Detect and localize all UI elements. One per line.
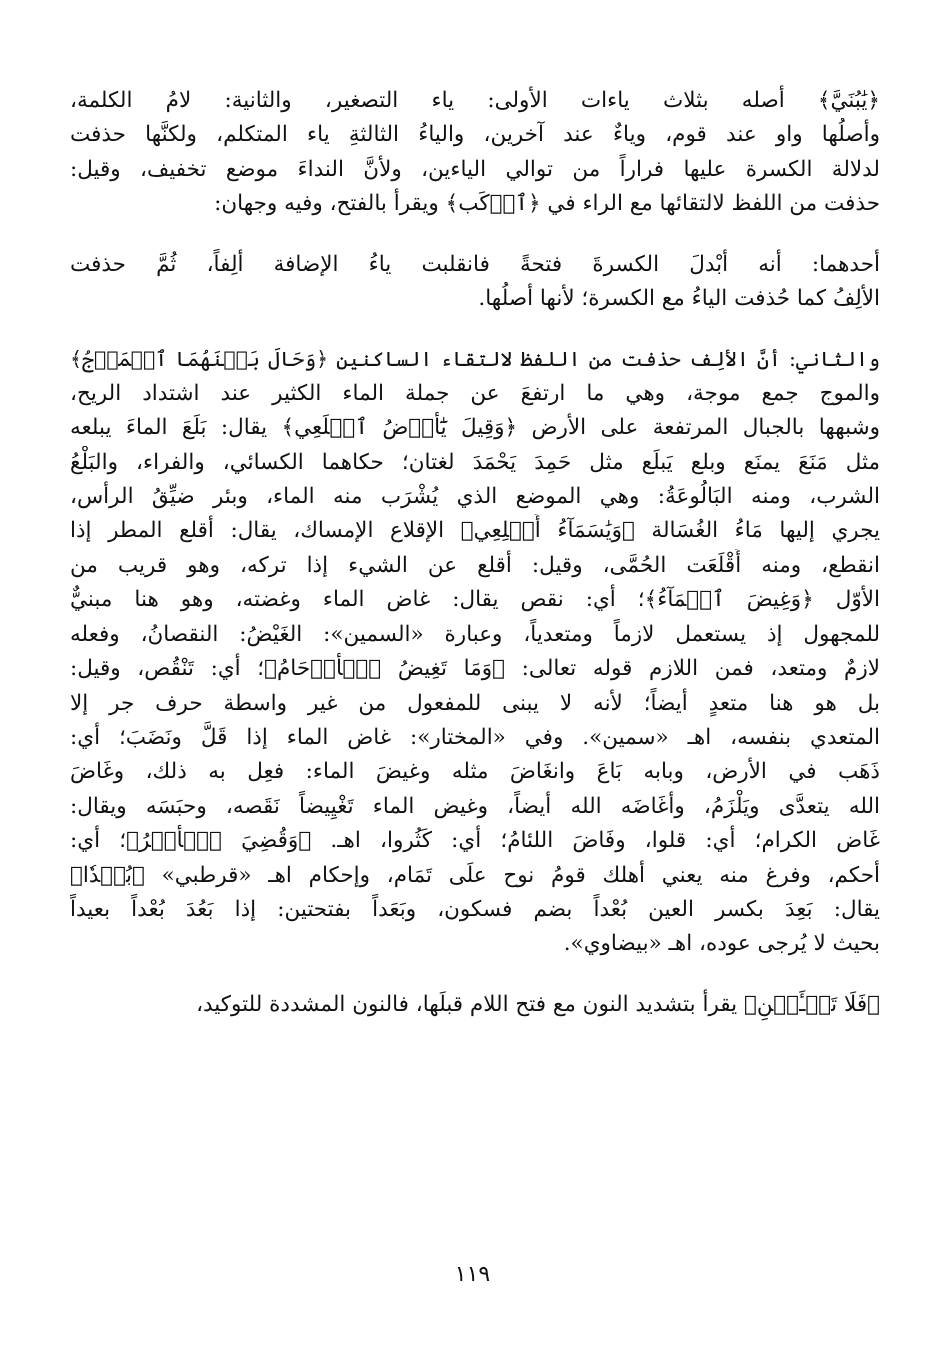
text-line: وأصلُها واو عند قوم، وياءٌ عند آخرين، والياءُ الثالثةِ ياء المتكلم، ولكنَّها حذفت: [70, 122, 880, 148]
text-line: أحدهما: أنه أبْدلَ الكسرةَ فتحةً فانقلبت ياءُ الإضافة ألِفاً، ثُمَّ حذفت: [70, 251, 880, 277]
text-line: غَاض الكرام؛ أي: قلوا، وفَاضَ اللئامُ؛ أي: كَثُروا، اهـ. ﴿وَقُضِيَ ٱلۡأَمۡرُ﴾؛ أي:: [70, 828, 880, 854]
text-line: للمجهول إذ يستعمل لازماً ومتعدياً، وعبارة «السمين»: الغَيْضُ: النقصانُ، وفعله: [70, 621, 880, 647]
text-line: أحكم، وفرغ منه يعني أهلك قومُ نوح علَى تَمَام، وإحكام اهـ «قرطبي» ﴿بُعۡدٗا﴾: [70, 862, 880, 888]
text-line: ﴿فَلَا تَسۡـَٔلۡنِ﴾ يقرأ بتشديد النون مع فتح اللام قبلَها، فالنون المشددة للتوكيد،: [196, 991, 880, 1017]
text-line: والموج جمع موجة، وهي ما ارتفعَ عن جملة الماء الكثير عند اشتداد الريح،: [70, 380, 880, 406]
paragraph-fala-tasalni: [70, 988, 880, 1022]
text-line: المتعدي بنفسه، اهـ «سمين». وفي «المختار»: غاض الماء إذا قَلَّ ونَضَبَ؛ أي:: [70, 724, 880, 750]
text-line: ﴿يَٰبُنَيَّ﴾ أصله بثلاث ياءات الأولى: ياء التصغير، والثانية: لامُ الكلمة،: [70, 88, 880, 113]
text-line: حذفت من اللفظ لالتقائها مع الراء في ﴿ٱرۡكَب﴾ ويقرأ بالفتح، وفيه وجهان:: [214, 191, 880, 217]
paragraph-gap: [70, 962, 880, 988]
text-line: لدلالة الكسرة عليها فراراً من توالي الياءين، ولأنَّ النداءَ موضع تخفيف، وقيل:: [70, 156, 880, 182]
text-line: الأوّل ﴿وَغِيضَ ٱلۡمَآءُ﴾؛ أي: نقص يقال: غاض الماء وغضته، وهو هنا مبنيٌّ: [70, 587, 880, 613]
paragraph-gap: [70, 316, 880, 342]
text-line: بل هو هنا متعدٍ أيضاً؛ لأنه لا يبنى للمفعول من غير واسطة حرف جر إلا: [70, 690, 880, 716]
text-line: انقطع، ومنه أَقْلَعَت الحُمَّى، وقيل: أقلع عن الشيء إذا تركه، وهو قريب من: [70, 552, 880, 578]
text-line: يقال: بَعِدَ بكسر العين بُعْداً بضم فسكون، وبَعَداً بفتحتين: إذا بَعُدَ بُعْداً بعيداً: [70, 896, 880, 922]
paragraph-second-view: [70, 342, 880, 961]
text-line: يجري إليها مَاءُ الغُسَالة ﴿وَيَٰسَمَآءُ أَقۡلِعِي﴾ الإقلاع الإمساك، يقال: أقلع المطر إذا: [70, 518, 880, 544]
paragraph-gap: [70, 222, 880, 248]
page-body: [70, 84, 880, 1022]
text-line: الألِفُ كما حُذفت الياءُ مع الكسرة؛ لأنها أصلُها.: [478, 286, 880, 312]
text-line: الشرب، ومنه البَالُوعَةُ: وهي الموضع الذي يُشْرَب منه الماء، وبئر ضيِّقُ الرأس،: [70, 484, 880, 510]
text-line: لازمٌ ومتعد، فمن اللازم قوله تعالى: ﴿وَمَا تَغِيضُ ٱلۡأَرۡحَامُ﴾؛ أي: تَنْقُص، وقيل:: [70, 656, 880, 682]
paragraph-yabunayya: [70, 84, 880, 222]
paragraph-first-view: [70, 248, 880, 317]
text-line: وشبهها بالجبال المرتفعة على الأرض ﴿وَقِيلَ يَٰٓأَرۡضُ ٱبۡلَعِي﴾ يقال: بَلَعَ الماءَ يبلعه: [70, 415, 880, 441]
text-line: بحيث لا يُرجى عوده، اهـ «بيضاوي».: [563, 931, 880, 957]
text-line: ذَهَب في الأرض، وبابه بَاعَ وانغَاضَ مثله وغيضَ الماء: فعِل به ذلك، وغَاضَ: [70, 759, 880, 785]
text-line: والثاني: أنَّ الألِف حذفت من اللفظ لالتقاء الساكنين ﴿وَحَالَ بَيۡنَهُمَا ٱلۡمَوۡجُ﴾: [70, 347, 880, 372]
text-line: الله يتعدَّى ويَلْزَمُ، وأغَاضَه الله أيضاً، وغيض الماء تَغْيِيضاً نَقَصه، وحبَسَه ويقال:: [70, 793, 880, 819]
text-line: مثل مَنَعَ يمنَع وبلع يَبلَع مثل حَمِدَ يَحْمَدَ لغتان؛ حكاهما الكسائي، والفراء، والبَلْعُ: [70, 449, 880, 475]
page-number: ١١٩: [454, 1262, 491, 1287]
